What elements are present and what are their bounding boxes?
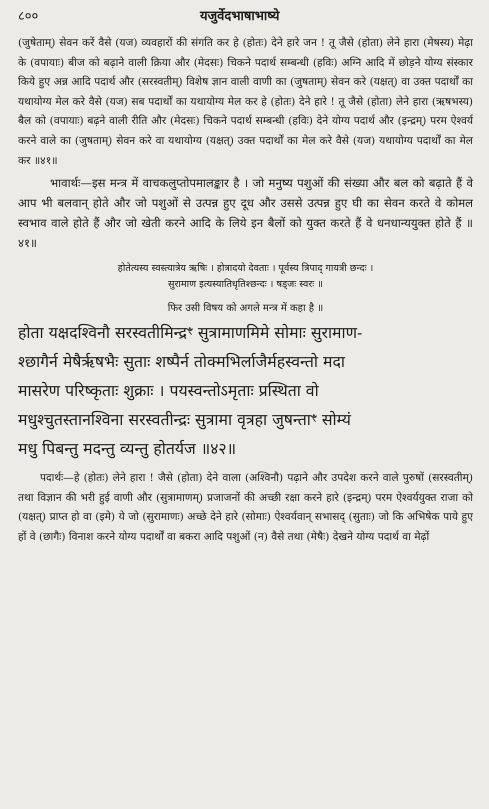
metadata-line: सुरामाण इत्यस्यातिधृतिश्छन्दः । षड्जः स्वरः ॥ xyxy=(168,278,323,290)
bhavartha-paragraph: भावार्थः—इस मन्त्र में वाचकलुप्तोपमालङ्कार है । जो मनुष्य पशुओं की संख्या और बल को बढ़ाते हैं वे आप भी बलवान् होते और जो पशुओं से उत्पन्न हुए दूध और उससे उत्पन्न हुए घी का सेवन करते वे कोमल स्वभाव वाले होते हैं और जो खेती करने आदि के लिये इन बैलों को युक्त करते हैं वे धनधान्ययुक्त होते हैं ॥४१॥ xyxy=(18,176,473,251)
translation-paragraph: (जुषेताम्) सेवन करें वैसे (यज) व्यवहारों की संगति कर हे (होतः) देने हारे जन ! तू जैसे (होता) लेने हारा (मेषस्य) मेढ़ा के (वपायाः) बीज को बढ़ाने वाली क्रिया और (मेदसः) चिकने पदार्थ सम्बन्धी (हविः) अग्नि आदि में छोड़ने योग्य संस्कार किये हुए अन्न आदि पदार्थ और (सरस्वतीम्) विशेष ज्ञान वाली वाणी का (जुषताम्) सेवन करे (यक्षत्) वा उक्त पदार्थों का यथायोग्य मेल करे वैसे (यज) सब पदार्थों का यथायोग्य मेल कर हे (होतः) देने हारे ! तू जैसे (होता) लेने हारा (ऋषभस्य) बैल को (वपायाः) बढ़ने वाली रीति और (मेदसः) चिकने पदार्थ सम्बन्धी (हविः) देने योग्य पदार्थ और (इन्द्रम्) परम ऐश्वर्य करने वाले का (जुषताम्) सेवन करे वा यथायोग्य (यक्षत्) उक्त पदार्थों का मेल करे वैसे (यज) यथायोग्य पदार्थों का मेल कर ॥४१॥ xyxy=(18,37,473,167)
mantra-line: होता यक्षदश्विनौ सरस्वतीमिन्द्रꣳ सुत्रामाणमिमे सोमाः सुरामाण- xyxy=(18,323,363,343)
context-line: फिर उसी विषय को अगले मन्त्र में कहा है ॥ xyxy=(167,303,324,315)
running-title: यजुर्वेदभाषाभाष्ये xyxy=(200,9,280,24)
page-number: ८०० xyxy=(18,9,39,24)
mantra-verse xyxy=(18,318,473,463)
mantra-metadata xyxy=(18,261,473,292)
mantra-line: मासरेण परिष्कृताः शुक्राः । पयस्वन्तोऽमृताः प्रस्थिता वो xyxy=(18,381,319,401)
mantra-line: श्छागैर्न मेषैर्ऋषभैः सुताः शष्पैर्न तोक्मभिर्लाजैर्महस्वन्तो मदा xyxy=(18,352,345,372)
mantra-line: मधु पिबन्तु मदन्तु व्यन्तु होतर्यज ॥४२॥ xyxy=(18,439,237,459)
page-header xyxy=(18,6,473,28)
metadata-line: होतेत्यस्य स्वस्त्यात्रेय ऋषिः । होत्रादयो देवताः । पूर्वस्य त्रिपाद् गायत्री छन्दः । xyxy=(117,263,374,275)
mantra-line: मधुश्चुतस्तानश्विना सरस्वतीन्द्रः सुत्रामा वृत्रहा जुषन्ताꣳ सोम्यं xyxy=(18,410,351,430)
padartha-paragraph: पदार्थः—हे (होतः) लेने हारा ! जैसे (होता) देने वाला (अश्विनौ) पढ़ाने और उपदेश करने वाले पुरुषों (सरस्वतीम्) तथा विज्ञान की भरी हुई वाणी और (सुत्रामाणम्) प्रजाजनों की अच्छी रक्षा करने हारे (इन्द्रम्) परम ऐश्वर्ययुक्त राजा को (यक्षत्) प्राप्त हो वा (इमे) ये जो (सुरामाणः) अच्छे देने हारे (सोमाः) ऐश्वर्यवान् सभासद् (सुताः) जो कि अभिषेक पाये हुए हों वे (छागैः) विनाश करने योग्य पदार्थों वा बकरा आदि पशुओं (न) वैसे तथा (मेषैः) देखने योग्य पदार्थ वा मेढ़ों xyxy=(18,472,473,543)
